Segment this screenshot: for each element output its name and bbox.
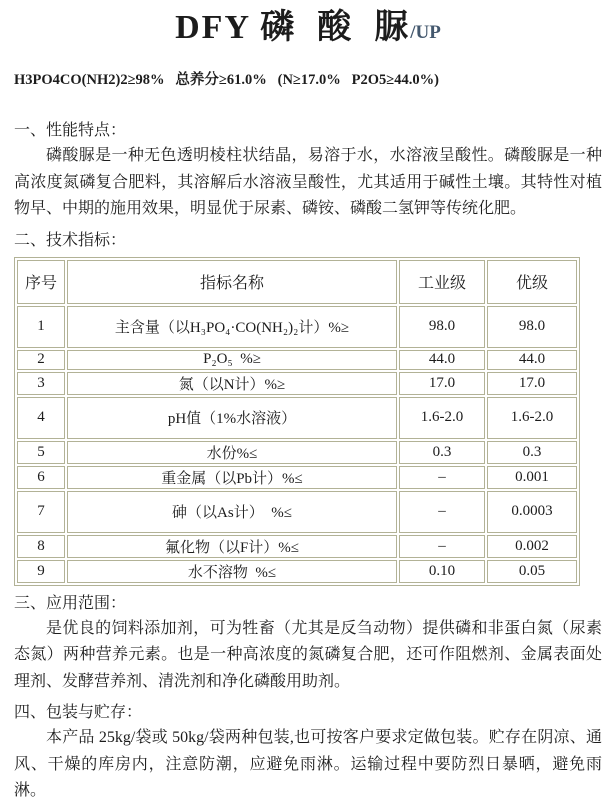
cell-industrial: 1.6-2.0 — [399, 397, 485, 439]
spec-table-header-row — [17, 260, 577, 304]
header-no: 序号 — [17, 260, 65, 304]
cell-name: 氮（以N计）%≥ — [67, 372, 397, 395]
cell-premium: 0.05 — [487, 560, 577, 583]
spec-row-2 — [17, 350, 577, 370]
cell-industrial: 17.0 — [399, 372, 485, 395]
section-4-body: 本产品 25kg/袋或 50kg/袋两种包装,也可按客户要求定做包装。贮存在阴凉、通风、干燥的库房内，注意防潮，应避免雨淋。运输过程中要防烈日暴晒，避免雨淋。 — [14, 729, 602, 799]
spec-row-3 — [17, 372, 577, 395]
cell-industrial: 44.0 — [399, 350, 485, 370]
cell-industrial: – — [399, 535, 485, 558]
cell-no: 2 — [17, 350, 65, 370]
cell-premium: 0.0003 — [487, 491, 577, 533]
title-main: DFY 磷 酸 脲 — [175, 9, 411, 46]
cell-industrial: 98.0 — [399, 306, 485, 348]
section-4-heading: 四、包装与贮存： — [14, 704, 143, 721]
cell-premium: 0.3 — [487, 441, 577, 464]
cell-no: 4 — [17, 397, 65, 439]
spec-row-4 — [17, 397, 577, 439]
cell-no: 6 — [17, 466, 65, 489]
spec-row-8 — [17, 535, 577, 558]
cell-no: 7 — [17, 491, 65, 533]
section-1-heading: 一、性能特点： — [14, 122, 127, 139]
cell-name: pH值（1%水溶液） — [67, 397, 397, 439]
cell-industrial: – — [399, 491, 485, 533]
cell-premium: 98.0 — [487, 306, 577, 348]
cell-no: 1 — [17, 306, 65, 348]
title-suffix: /UP — [410, 22, 441, 43]
spec-table — [14, 257, 580, 586]
cell-premium: 0.002 — [487, 535, 577, 558]
cell-premium: 1.6-2.0 — [487, 397, 577, 439]
formula-line: H3PO4CO(NH2)2≥98% 总养分≥61.0% (N≥17.0% P2O5≥44.0%) — [14, 72, 439, 88]
cell-no: 3 — [17, 372, 65, 395]
spec-row-7 — [17, 491, 577, 533]
section-2-heading: 二、技术指标： — [14, 231, 127, 249]
cell-premium: 0.001 — [487, 466, 577, 489]
cell-industrial: 0.10 — [399, 560, 485, 583]
page-title — [14, 6, 602, 55]
cell-name: 主含量（以H₃PO₄·CO(NH₂)₂计）%≥ — [67, 306, 397, 348]
cell-name: 砷（以As计） %≤ — [67, 491, 397, 533]
section-3-body: 是优良的饲料添加剂，可为牲畜（尤其是反刍动物）提供磷和非蛋白氮（尿素态氮）两种营养元素。也是一种高浓度的氮磷复合肥，还可作阻燃剂、金属表面处理剂、发酵营养剂、清洗剂和净化磷酸用助剂。 — [14, 619, 602, 690]
spec-row-9 — [17, 560, 577, 583]
cell-name: P₂O₅ %≥ — [67, 350, 397, 370]
cell-name: 氟化物（以F计）%≤ — [67, 535, 397, 558]
spec-row-6 — [17, 466, 577, 489]
cell-premium: 17.0 — [487, 372, 577, 395]
section-1-body: 磷酸脲是一种无色透明棱柱状结晶，易溶于水，水溶液呈酸性。磷酸脲是一种高浓度氮磷复合肥料，其溶解后水溶液呈酸性，尤其适用于碱性土壤。其特性对植物早、中期的施用效果，明显优于尿素、磷铵、磷酸二氢钾等传统化肥。 — [14, 147, 602, 217]
spec-row-5 — [17, 441, 577, 464]
section-3-heading: 三、应用范围： — [14, 594, 127, 612]
cell-name: 水份%≤ — [67, 441, 397, 464]
header-premium: 优级 — [487, 260, 577, 304]
cell-name: 水不溶物 %≤ — [67, 560, 397, 583]
cell-no: 5 — [17, 441, 65, 464]
spec-row-1 — [17, 306, 577, 348]
header-industrial: 工业级 — [399, 260, 485, 304]
cell-no: 9 — [17, 560, 65, 583]
cell-industrial: – — [399, 466, 485, 489]
cell-no: 8 — [17, 535, 65, 558]
header-name: 指标名称 — [67, 260, 397, 304]
cell-name: 重金属（以Pb计）%≤ — [67, 466, 397, 489]
cell-premium: 44.0 — [487, 350, 577, 370]
cell-industrial: 0.3 — [399, 441, 485, 464]
